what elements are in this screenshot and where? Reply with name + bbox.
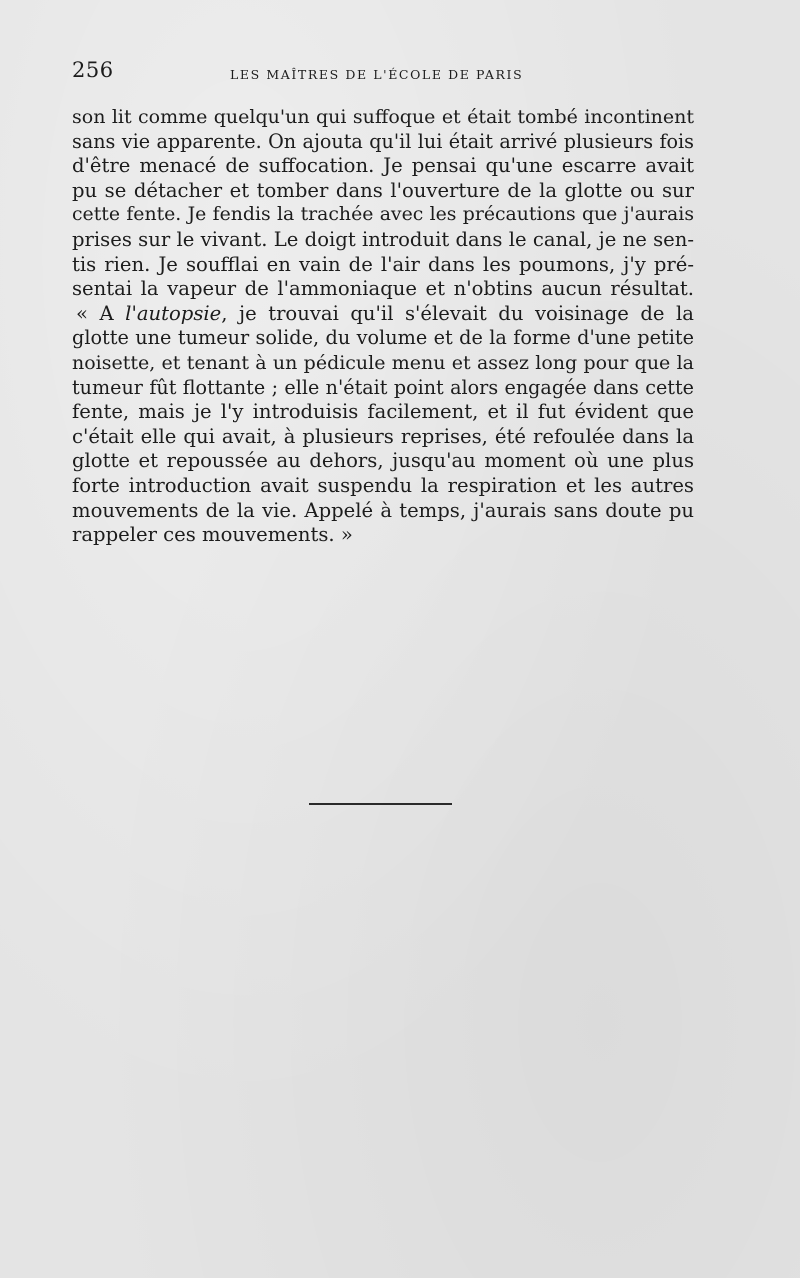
section-divider bbox=[309, 803, 452, 805]
text-line: prises sur le vivant. Le doigt introduit dans le canal, je ne sen- bbox=[72, 227, 694, 251]
text-line: glotte et repoussée au dehors, jusqu'au moment où une plus bbox=[72, 449, 694, 473]
text-line-first bbox=[72, 302, 694, 327]
text-line: cette fente. Je fendis la trachée avec les précautions que j'aurais bbox=[72, 204, 694, 226]
quote-open: « A bbox=[76, 301, 126, 325]
text-line: d'être menacé de suffocation. Je pensai qu'une escarre avait bbox=[72, 154, 694, 178]
text-line: tumeur fût flottante ; elle n'était point alors engagée dans cette bbox=[72, 375, 694, 399]
first-line-rest: , je trouvai qu'il s'élevait du voisinage de la bbox=[221, 301, 694, 325]
text-line: son lit comme quelqu'un qui suffoque et était tombé incontinent bbox=[72, 106, 694, 128]
text-line: fente, mais je l'y introduisis facilement, et il fut évident que bbox=[72, 400, 694, 424]
paragraph-2 bbox=[72, 302, 694, 548]
body-text bbox=[72, 105, 694, 548]
text-line: pu se détacher et tomber dans l'ouverture de la glotte ou sur bbox=[72, 178, 694, 202]
italic-term: l'autopsie bbox=[125, 301, 222, 325]
page-header bbox=[72, 58, 694, 90]
text-line-last: rappeler ces mouvements. » bbox=[72, 523, 353, 547]
text-line: tis rien. Je soufflai en vain de l'air dans les poumons, j'y pré- bbox=[72, 252, 694, 276]
text-line: c'était elle qui avait, à plusieurs reprises, été refoulée dans la bbox=[72, 424, 694, 448]
text-line: sentai la vapeur de l'ammoniaque et n'obtins aucun résultat. bbox=[72, 277, 694, 301]
text-line: noisette, et tenant à un pédicule menu et assez long pour que la bbox=[72, 351, 694, 374]
text-line: forte introduction avait suspendu la respiration et les autres bbox=[72, 473, 694, 497]
text-line: mouvements de la vie. Appelé à temps, j'aurais sans doute pu bbox=[72, 498, 694, 522]
running-title: LES MAÎTRES DE L'ÉCOLE DE PARIS bbox=[230, 67, 524, 82]
page-number: 256 bbox=[72, 58, 114, 82]
text-line: sans vie apparente. On ajouta qu'il lui était arrivé plusieurs fois bbox=[72, 129, 694, 153]
text-line: glotte une tumeur solide, du volume et de la forme d'une petite bbox=[72, 326, 694, 350]
paragraph-1 bbox=[72, 105, 694, 302]
